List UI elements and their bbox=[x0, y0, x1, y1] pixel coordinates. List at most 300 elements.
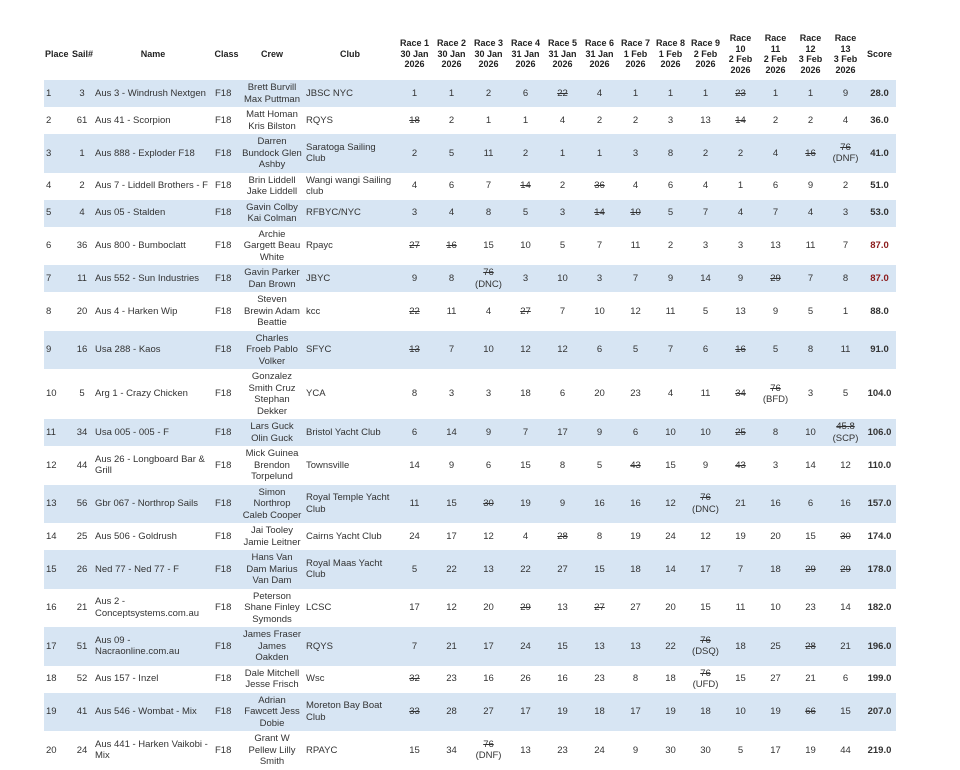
name-cell: Aus 157 - Inzel bbox=[95, 673, 159, 685]
race-result-cell bbox=[581, 331, 618, 370]
race-score: 9 bbox=[411, 272, 418, 284]
race-result-cell bbox=[581, 369, 618, 419]
discarded-score: 18 bbox=[409, 114, 420, 126]
race-result-cell bbox=[433, 107, 470, 134]
header-class: Class bbox=[214, 48, 239, 59]
race-result-cell bbox=[507, 369, 544, 419]
race-score: 2 bbox=[448, 114, 455, 126]
total-score-cell: 36.0 bbox=[870, 114, 889, 126]
total-score-cell: 182.0 bbox=[867, 602, 892, 613]
header-race-line: 2026 bbox=[552, 59, 573, 70]
race-score: 13 bbox=[630, 640, 641, 652]
race-result-cell bbox=[470, 627, 507, 666]
race-score: 14 bbox=[700, 272, 711, 284]
header-race-1 bbox=[396, 28, 433, 80]
name-cell: Aus 09 - Nacraonline.com.au bbox=[93, 627, 213, 666]
race-score: 16 bbox=[770, 498, 781, 509]
race-score: 17 bbox=[520, 706, 531, 717]
sail-cell: 2 bbox=[79, 180, 85, 192]
race-result-cell bbox=[828, 369, 863, 419]
name-cell: Gbr 067 - Northrop Sails bbox=[93, 485, 213, 524]
race-score: 6 bbox=[632, 426, 639, 438]
race-score: 18 bbox=[520, 388, 531, 400]
race-result-cell bbox=[433, 134, 470, 173]
header-race-line: 3 Feb bbox=[798, 54, 823, 64]
race-score: 4 bbox=[667, 388, 674, 400]
header-race-line: 10 bbox=[735, 43, 746, 54]
header-race-line: 3 Feb bbox=[833, 54, 858, 64]
race-result-cell bbox=[793, 523, 828, 550]
race-result-cell bbox=[507, 419, 544, 446]
race-result-cell bbox=[758, 589, 793, 628]
header-race-line: Race 8 bbox=[655, 38, 686, 49]
race-result-cell bbox=[758, 134, 793, 173]
club-cell: RFBYC/NYC bbox=[304, 200, 396, 227]
race-score: 20 bbox=[770, 530, 781, 542]
sail-cell: 44 bbox=[76, 459, 88, 471]
race-score: 28 bbox=[446, 706, 457, 717]
race-score: 15 bbox=[805, 530, 816, 542]
race-result-cell bbox=[507, 227, 544, 266]
race-result-cell bbox=[433, 446, 470, 485]
race-result-cell bbox=[581, 292, 618, 331]
sail-cell: 26 bbox=[71, 550, 93, 589]
discarded-score: 14 bbox=[520, 180, 531, 192]
race-result-cell bbox=[688, 80, 723, 107]
name-cell: Aus 546 - Wombat - Mix bbox=[93, 693, 213, 732]
race-result-cell bbox=[470, 550, 507, 589]
race-score: 5 bbox=[596, 459, 603, 471]
race-result-cell bbox=[618, 227, 653, 266]
race-score: 5 bbox=[807, 305, 814, 317]
total-score-cell: 53.0 bbox=[863, 200, 896, 227]
race-score: 14 bbox=[805, 459, 816, 471]
race-result-cell bbox=[433, 627, 470, 666]
race-score: 9 bbox=[737, 272, 744, 284]
race-result-cell bbox=[723, 627, 758, 666]
header-race-line: 1 Feb bbox=[658, 48, 683, 59]
race-score: 1 bbox=[702, 87, 709, 99]
race-result-cell bbox=[828, 80, 863, 107]
race-score: 21 bbox=[805, 673, 816, 685]
race-score: 13 bbox=[735, 305, 746, 317]
club-cell: Royal Temple Yacht Club bbox=[304, 485, 396, 524]
race-result-cell bbox=[581, 265, 618, 292]
discarded-score: 10 bbox=[630, 207, 641, 219]
race-score: 6 bbox=[807, 498, 814, 509]
race-score: 7 bbox=[807, 272, 814, 284]
race-result-cell bbox=[433, 173, 470, 200]
club-cell: RPAYC bbox=[306, 744, 338, 756]
name-cell: Aus 441 - Harken Vaikobi - Mix bbox=[95, 738, 208, 762]
discarded-score: 29 bbox=[840, 563, 851, 575]
race-result-cell bbox=[396, 265, 433, 292]
sail-cell: 1 bbox=[71, 134, 93, 173]
discarded-score: 29 bbox=[520, 602, 531, 613]
crew-cell: James Fraser James Oakden bbox=[240, 627, 304, 666]
race-result-cell bbox=[688, 446, 723, 485]
race-score: 4 bbox=[807, 207, 814, 219]
header-race-line: 1 Feb bbox=[623, 48, 648, 59]
race-score: 14 bbox=[409, 459, 420, 471]
race-result-cell bbox=[396, 550, 433, 589]
club-cell: Townsville bbox=[306, 459, 350, 471]
header-race-line: 2 Feb bbox=[763, 54, 788, 64]
race-result-cell bbox=[828, 693, 863, 732]
race-result-cell bbox=[828, 292, 863, 331]
race-score: 3 bbox=[807, 388, 814, 400]
race-result-cell bbox=[653, 227, 688, 266]
race-score: 4 bbox=[448, 207, 455, 219]
place-cell: 19 bbox=[44, 693, 71, 732]
race-score: 3 bbox=[596, 272, 603, 284]
race-score: 22 bbox=[665, 640, 676, 652]
race-result-cell bbox=[828, 446, 863, 485]
name-cell: Aus 41 - Scorpion bbox=[95, 114, 171, 126]
race-score: 27 bbox=[630, 602, 641, 613]
race-result-cell bbox=[688, 666, 723, 693]
race-result-cell bbox=[828, 550, 863, 589]
header-race-line: 12 bbox=[805, 43, 816, 54]
race-result-cell bbox=[470, 80, 507, 107]
race-score: 7 bbox=[737, 563, 744, 575]
race-score: 17 bbox=[630, 706, 641, 717]
race-score: 12 bbox=[557, 344, 568, 355]
discarded-score: 76 bbox=[700, 492, 711, 504]
race-score: 15 bbox=[409, 744, 420, 756]
race-result-cell bbox=[544, 265, 581, 292]
race-result-cell bbox=[793, 731, 828, 770]
race-result-cell bbox=[688, 331, 723, 370]
name-cell: Usa 005 - 005 - F bbox=[93, 419, 213, 446]
race-result-cell bbox=[544, 292, 581, 331]
sail-cell: 24 bbox=[76, 744, 88, 756]
race-result-cell bbox=[470, 369, 507, 419]
race-score: 3 bbox=[522, 272, 529, 284]
race-score: 5 bbox=[448, 147, 455, 159]
race-score: 7 bbox=[448, 344, 455, 355]
race-score: 24 bbox=[665, 530, 676, 542]
race-result-cell bbox=[396, 589, 433, 628]
header-race-13 bbox=[828, 28, 863, 80]
race-result-cell bbox=[581, 627, 618, 666]
sail-cell: 51 bbox=[71, 627, 93, 666]
race-result-cell bbox=[581, 419, 618, 446]
table-row bbox=[44, 134, 896, 173]
race-score: 7 bbox=[411, 640, 418, 652]
race-result-cell bbox=[723, 731, 758, 770]
race-score: 19 bbox=[520, 498, 531, 509]
race-result-cell bbox=[581, 80, 618, 107]
race-result-cell bbox=[618, 107, 653, 134]
race-result-cell bbox=[470, 523, 507, 550]
race-score: 6 bbox=[448, 180, 455, 192]
class-cell: F18 bbox=[215, 240, 232, 251]
race-score: 1 bbox=[632, 87, 639, 99]
class-cell: F18 bbox=[213, 550, 240, 589]
race-score: 19 bbox=[557, 706, 568, 717]
race-score: 11 bbox=[409, 498, 420, 509]
race-result-cell bbox=[396, 693, 433, 732]
race-score: 9 bbox=[772, 305, 779, 317]
race-score: 1 bbox=[522, 114, 529, 126]
place-cell: 11 bbox=[44, 419, 71, 446]
race-result-cell bbox=[507, 550, 544, 589]
race-score: 13 bbox=[700, 114, 711, 126]
race-result-cell bbox=[396, 523, 433, 550]
table-row bbox=[44, 589, 896, 628]
discarded-score: 25 bbox=[735, 426, 746, 438]
place-cell: 4 bbox=[46, 180, 52, 192]
race-score: 1 bbox=[448, 87, 455, 99]
discarded-score: 76 bbox=[840, 141, 851, 153]
discarded-score: 22 bbox=[557, 87, 568, 99]
race-result-cell bbox=[793, 265, 828, 292]
race-result-cell bbox=[688, 523, 723, 550]
race-result-cell bbox=[688, 627, 723, 666]
race-score: 10 bbox=[805, 426, 816, 438]
race-score: 7 bbox=[772, 207, 779, 219]
race-result-cell bbox=[653, 419, 688, 446]
race-score: 11 bbox=[630, 240, 641, 251]
race-result-cell bbox=[793, 107, 828, 134]
race-score: 9 bbox=[559, 498, 566, 509]
race-score: 7 bbox=[702, 207, 709, 219]
name-cell: Aus 26 - Longboard Bar & Grill bbox=[95, 453, 205, 477]
race-result-cell bbox=[544, 485, 581, 524]
race-score: 10 bbox=[557, 272, 568, 284]
race-score: 6 bbox=[596, 344, 603, 355]
race-result-cell bbox=[396, 173, 433, 200]
race-result-cell bbox=[723, 107, 758, 134]
race-score: 16 bbox=[483, 673, 494, 685]
race-result-cell bbox=[828, 627, 863, 666]
race-score: 18 bbox=[594, 706, 605, 717]
crew-cell: Steven Brewin Adam Beattie bbox=[244, 294, 300, 328]
class-cell: F18 bbox=[215, 673, 232, 685]
race-result-cell bbox=[544, 523, 581, 550]
race-result-cell bbox=[507, 80, 544, 107]
discarded-score: 34 bbox=[735, 388, 746, 400]
race-result-cell bbox=[653, 446, 688, 485]
race-result-cell bbox=[688, 265, 723, 292]
race-result-cell bbox=[618, 693, 653, 732]
race-score: 16 bbox=[594, 498, 605, 509]
race-result-cell bbox=[544, 331, 581, 370]
race-result-cell bbox=[581, 731, 618, 770]
race-score: 2 bbox=[559, 180, 566, 192]
total-score-cell: 207.0 bbox=[863, 693, 896, 732]
race-score: 13 bbox=[483, 563, 494, 575]
race-result-cell bbox=[433, 693, 470, 732]
race-result-cell bbox=[581, 134, 618, 173]
header-race-10 bbox=[723, 28, 758, 80]
penalty-code: (DNF) bbox=[832, 153, 859, 165]
place-cell: 3 bbox=[44, 134, 71, 173]
race-result-cell bbox=[544, 200, 581, 227]
table-row bbox=[44, 107, 896, 134]
race-score: 3 bbox=[448, 388, 455, 400]
race-score: 6 bbox=[522, 87, 529, 99]
race-score: 5 bbox=[842, 388, 849, 400]
total-score-cell: 196.0 bbox=[863, 627, 896, 666]
discarded-score: 16 bbox=[735, 344, 746, 355]
header-race-line: 2026 bbox=[404, 59, 425, 70]
race-result-cell bbox=[433, 589, 470, 628]
race-result-cell bbox=[544, 446, 581, 485]
header-race-line: 2026 bbox=[800, 64, 821, 75]
race-score: 30 bbox=[665, 744, 676, 756]
total-score-cell: 199.0 bbox=[867, 673, 892, 685]
race-score: 13 bbox=[594, 640, 605, 652]
sail-cell: 25 bbox=[76, 530, 88, 542]
race-result-cell bbox=[688, 589, 723, 628]
race-result-cell bbox=[653, 107, 688, 134]
race-result-cell bbox=[618, 485, 653, 524]
race-score: 15 bbox=[557, 640, 568, 652]
table-row bbox=[44, 550, 896, 589]
race-result-cell bbox=[688, 227, 723, 266]
race-result-cell bbox=[544, 550, 581, 589]
race-score: 15 bbox=[483, 240, 494, 251]
race-result-cell bbox=[828, 331, 863, 370]
race-score: 8 bbox=[842, 272, 849, 284]
race-result-cell bbox=[618, 419, 653, 446]
discarded-score: 27 bbox=[520, 305, 531, 317]
race-score: 18 bbox=[700, 706, 711, 717]
race-score: 23 bbox=[557, 744, 568, 756]
race-score: 12 bbox=[700, 530, 711, 542]
header-race-line: 2026 bbox=[835, 64, 856, 75]
table-row bbox=[44, 523, 896, 550]
race-result-cell bbox=[470, 227, 507, 266]
place-cell: 12 bbox=[46, 459, 57, 471]
race-result-cell bbox=[758, 369, 793, 419]
race-score: 30 bbox=[700, 744, 711, 756]
race-result-cell bbox=[507, 200, 544, 227]
race-score: 2 bbox=[702, 147, 709, 159]
name-cell: Usa 288 - Kaos bbox=[93, 331, 213, 370]
table-row bbox=[44, 265, 896, 292]
table-row bbox=[44, 369, 896, 419]
race-score: 11 bbox=[446, 305, 457, 317]
race-score: 13 bbox=[557, 602, 568, 613]
header-race-line: Race bbox=[764, 33, 787, 43]
crew-cell: Jai Tooley Jamie Leitner bbox=[243, 525, 301, 548]
table-row bbox=[44, 666, 896, 693]
race-score: 9 bbox=[702, 459, 709, 471]
race-result-cell bbox=[396, 446, 433, 485]
race-result-cell bbox=[507, 173, 544, 200]
race-score: 2 bbox=[632, 114, 639, 126]
header-race-line: 31 Jan bbox=[585, 48, 614, 59]
place-cell: 17 bbox=[44, 627, 71, 666]
race-score: 11 bbox=[805, 240, 816, 251]
race-score: 10 bbox=[520, 240, 531, 251]
race-result-cell bbox=[396, 80, 433, 107]
crew-cell: Peterson Shane Finley Symonds bbox=[244, 590, 300, 625]
sail-cell: 61 bbox=[76, 114, 88, 126]
race-result-cell bbox=[758, 485, 793, 524]
race-score: 14 bbox=[665, 563, 676, 575]
race-result-cell bbox=[723, 693, 758, 732]
place-cell: 2 bbox=[46, 114, 52, 126]
header-race-line: 2 Feb bbox=[728, 54, 753, 64]
race-score: 44 bbox=[840, 744, 851, 756]
club-cell: Cairns Yacht Club bbox=[306, 530, 382, 542]
class-cell: F18 bbox=[215, 388, 232, 400]
race-result-cell bbox=[723, 589, 758, 628]
race-score: 3 bbox=[737, 240, 744, 251]
race-result-cell bbox=[396, 369, 433, 419]
race-score: 7 bbox=[559, 305, 566, 317]
penalty-code: (DNC) bbox=[692, 503, 719, 515]
race-result-cell bbox=[544, 107, 581, 134]
race-result-cell bbox=[544, 666, 581, 693]
header-race-line: 2026 bbox=[441, 59, 462, 70]
race-score: 16 bbox=[557, 673, 568, 685]
race-score: 19 bbox=[805, 744, 816, 756]
race-score: 9 bbox=[485, 426, 492, 438]
header-club: Club bbox=[340, 48, 360, 59]
race-result-cell bbox=[433, 485, 470, 524]
crew-cell: Charles Froeb Pablo Volker bbox=[240, 331, 304, 370]
race-result-cell bbox=[723, 173, 758, 200]
race-result-cell bbox=[828, 523, 863, 550]
discarded-score: 29 bbox=[770, 272, 781, 284]
race-result-cell bbox=[653, 666, 688, 693]
discarded-score: 45.8 bbox=[836, 421, 855, 432]
discarded-score: 33 bbox=[409, 706, 420, 717]
race-score: 8 bbox=[772, 426, 779, 438]
race-result-cell bbox=[793, 550, 828, 589]
race-result-cell bbox=[470, 589, 507, 628]
race-result-cell bbox=[507, 107, 544, 134]
race-score: 21 bbox=[840, 640, 851, 652]
race-result-cell bbox=[688, 369, 723, 419]
race-score: 1 bbox=[842, 305, 849, 317]
race-result-cell bbox=[723, 265, 758, 292]
race-score: 24 bbox=[520, 640, 531, 652]
race-result-cell bbox=[653, 523, 688, 550]
race-score: 3 bbox=[772, 459, 779, 471]
race-result-cell bbox=[618, 550, 653, 589]
race-result-cell bbox=[618, 446, 653, 485]
race-score: 11 bbox=[700, 388, 711, 400]
race-result-cell bbox=[507, 693, 544, 732]
discarded-score: 36 bbox=[594, 180, 605, 192]
discarded-score: 14 bbox=[735, 114, 746, 126]
crew-cell: Brin Liddell Jake Liddell bbox=[246, 174, 298, 197]
race-score: 21 bbox=[735, 498, 746, 509]
race-result-cell bbox=[470, 666, 507, 693]
race-result-cell bbox=[758, 627, 793, 666]
race-score: 9 bbox=[807, 180, 814, 192]
race-result-cell bbox=[758, 292, 793, 331]
race-result-cell bbox=[470, 485, 507, 524]
header-race-line: Race 6 bbox=[584, 38, 615, 49]
race-result-cell bbox=[758, 200, 793, 227]
class-cell: F18 bbox=[215, 744, 232, 756]
total-score-cell: 104.0 bbox=[867, 388, 892, 400]
discarded-score: 66 bbox=[805, 706, 816, 717]
race-result-cell bbox=[433, 550, 470, 589]
race-score: 11 bbox=[483, 147, 494, 159]
race-score: 20 bbox=[665, 602, 676, 613]
race-score: 3 bbox=[842, 207, 849, 219]
club-cell: Wsc bbox=[306, 673, 325, 685]
race-result-cell bbox=[653, 173, 688, 200]
